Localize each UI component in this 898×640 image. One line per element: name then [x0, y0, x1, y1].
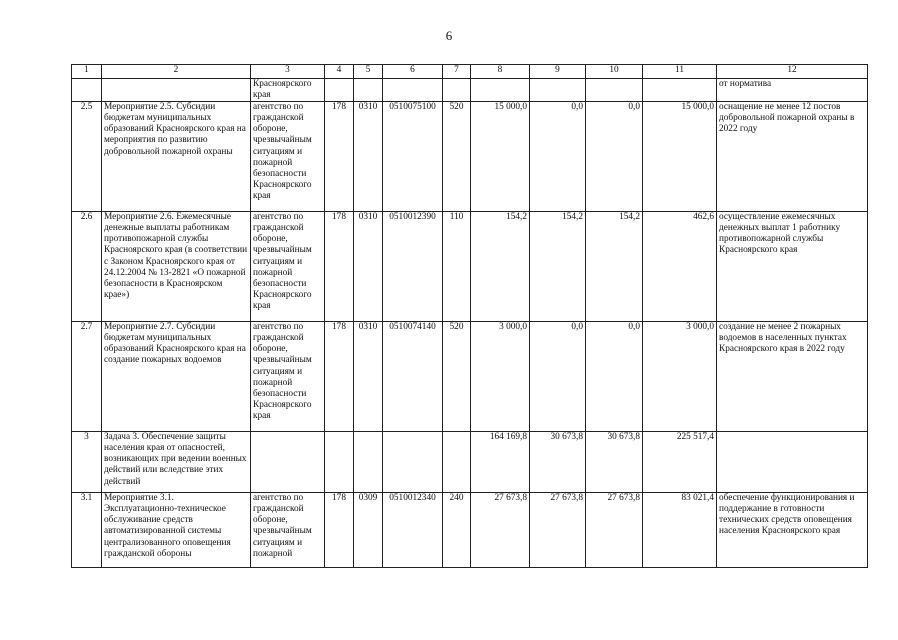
table-row	[72, 493, 868, 568]
header-cell: 2	[102, 65, 251, 79]
amount-total: 83 021,4	[643, 493, 717, 568]
amount-2024: 154,2	[586, 212, 643, 322]
vr-cell: 520	[443, 322, 471, 432]
amount-2022: 3 000,0	[471, 322, 530, 432]
row-number: 2.5	[72, 102, 102, 212]
measure-name: Мероприятие 2.5. Субсидии бюджетам муниципальных образований Красноярского края на мероприятия по развитию добровольной пожарной охраны	[102, 102, 251, 212]
rzpr-cell: 0310	[354, 212, 383, 322]
amount-total: 3 000,0	[643, 322, 717, 432]
result-cell	[717, 432, 868, 493]
grbs-cell: 178	[325, 322, 354, 432]
result-cell: оснащение не менее 12 постов добровольной пожарной охраны в 2022 году	[717, 102, 868, 212]
result-cell: обеспечение функционирования и поддержание в готовности технических средств оповещения населения Красноярского края	[717, 493, 868, 568]
header-cell: 3	[251, 65, 325, 79]
budget-table	[71, 64, 868, 568]
header-cell: 12	[717, 65, 868, 79]
amount-2023: 27 673,8	[530, 493, 586, 568]
amount-2022: 15 000,0	[471, 102, 530, 212]
result-cell: создание не менее 2 пожарных водоемов в населенных пунктах Красноярского края в 2022 году	[717, 322, 868, 432]
amount-2023: 30 673,8	[530, 432, 586, 493]
page-number: 6	[445, 28, 453, 43]
header-cell: 10	[586, 65, 643, 79]
vr-cell	[443, 432, 471, 493]
rzpr-cell	[354, 432, 383, 493]
header-cell: 8	[471, 65, 530, 79]
grbs-cell: 178	[325, 493, 354, 568]
csr-cell: 0510075100	[383, 102, 443, 212]
header-cell: 1	[72, 65, 102, 79]
amount-total: 15 000,0	[643, 102, 717, 212]
measure-name: Мероприятие 2.7. Субсидии бюджетам муниципальных образований Красноярского края на создание пожарных водоемов	[102, 322, 251, 432]
vr-cell: 110	[443, 212, 471, 322]
rzpr-cell: 0310	[354, 322, 383, 432]
amount-2023: 0,0	[530, 322, 586, 432]
table-row	[72, 322, 868, 432]
header-cell: 4	[325, 65, 354, 79]
rzpr-cell: 0310	[354, 102, 383, 212]
executor-cell: агентство по гражданской обороне, чрезвычайным ситуациям и пожарной безопасности Красноярского края	[251, 322, 325, 432]
csr-cell: 0510012390	[383, 212, 443, 322]
row-number: 2.7	[72, 322, 102, 432]
task-name: Задача 3. Обеспечение защиты населения края от опасностей, возникающих при ведении военных действий или вследствие этих действий	[102, 432, 251, 493]
row-number: 3.1	[72, 493, 102, 568]
amount-total: 462,6	[643, 212, 717, 322]
measure-name: Мероприятие 3.1. Эксплуатационно-техническое обслуживание средств автоматизированной системы централизованного оповещения гражданской обороны	[102, 493, 251, 568]
amount-2024: 0,0	[586, 102, 643, 212]
table-row	[72, 102, 868, 212]
vr-cell: 240	[443, 493, 471, 568]
amount-2024: 30 673,8	[586, 432, 643, 493]
amount-2022: 27 673,8	[471, 493, 530, 568]
rzpr-cell: 0309	[354, 493, 383, 568]
executor-cell: агентство по гражданской обороне, чрезвычайным ситуациям и пожарной безопасности Красноярского края	[251, 212, 325, 322]
result-cell: осуществление ежемесячных денежных выплат 1 работнику противопожарной службы Красноярского края	[717, 212, 868, 322]
table-row	[72, 432, 868, 493]
result-cell: от норматива	[717, 79, 868, 102]
csr-cell: 0510012340	[383, 493, 443, 568]
executor-cell: Красноярского края	[251, 79, 325, 102]
grbs-cell: 178	[325, 102, 354, 212]
amount-2023: 154,2	[530, 212, 586, 322]
executor-cell: агентство по гражданской обороне, чрезвычайным ситуациям и пожарной безопасности Красноярского края	[251, 102, 325, 212]
header-cell: 6	[383, 65, 443, 79]
amount-2023: 0,0	[530, 102, 586, 212]
amount-2024: 0,0	[586, 322, 643, 432]
executor-cell	[251, 432, 325, 493]
measure-name: Мероприятие 2.6. Ежемесячные денежные выплаты работникам противопожарной службы Красноярского края (в соответствии с Законом Красноярского края от 24.12.2004 № 13-2821 «О пожарной безопасности в Красноярском крае»)	[102, 212, 251, 322]
row-number: 2.6	[72, 212, 102, 322]
vr-cell: 520	[443, 102, 471, 212]
amount-2022: 154,2	[471, 212, 530, 322]
row-number: 3	[72, 432, 102, 493]
continuation-row	[72, 79, 868, 102]
header-cell: 5	[354, 65, 383, 79]
amount-2024: 27 673,8	[586, 493, 643, 568]
amount-total: 225 517,4	[643, 432, 717, 493]
table-row	[72, 212, 868, 322]
grbs-cell	[325, 432, 354, 493]
header-row	[72, 65, 868, 79]
header-cell: 9	[530, 65, 586, 79]
header-cell: 7	[443, 65, 471, 79]
header-cell: 11	[643, 65, 717, 79]
grbs-cell: 178	[325, 212, 354, 322]
amount-2022: 164 169,8	[471, 432, 530, 493]
executor-cell: агентство по гражданской обороне, чрезвычайным ситуациям и пожарной	[251, 493, 325, 568]
csr-cell	[383, 432, 443, 493]
csr-cell: 0510074140	[383, 322, 443, 432]
